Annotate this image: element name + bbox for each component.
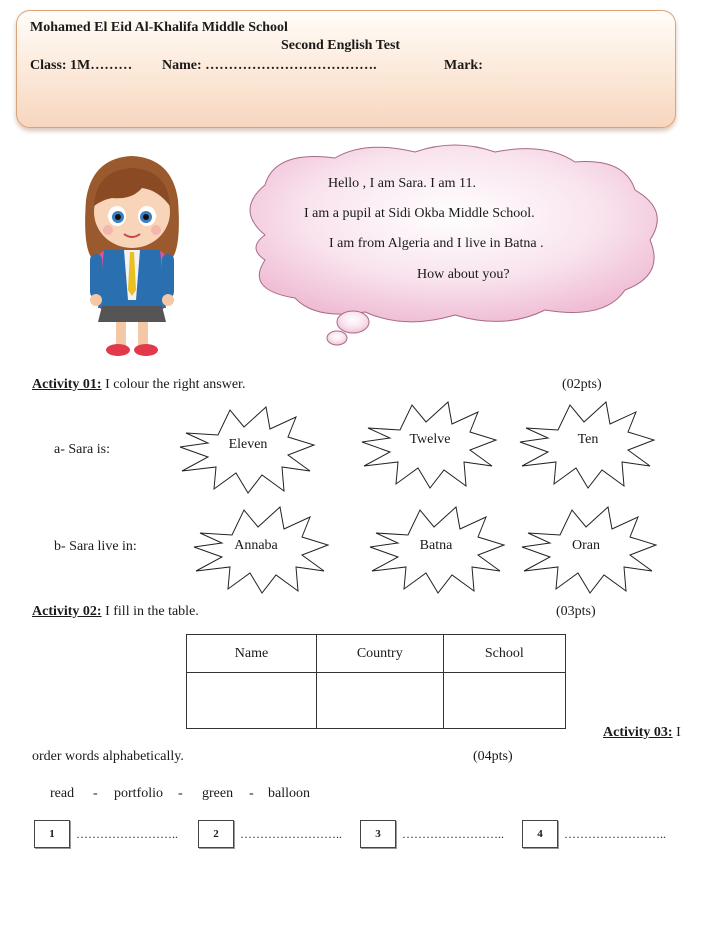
option-twelve[interactable]: Twelve — [409, 432, 451, 447]
option-eleven[interactable]: Eleven — [228, 437, 268, 452]
activity1-points: (02pts) — [562, 377, 602, 392]
activity2-title — [32, 604, 199, 620]
col-country-header: Country — [317, 635, 444, 673]
bubble-line-1: Hello , I am Sara. I am 11. — [328, 176, 476, 191]
order-box-4: 4 — [522, 820, 558, 848]
word-read: read — [50, 786, 75, 801]
mark-field: Mark: — [444, 58, 483, 73]
option-ten[interactable]: Ten — [577, 432, 599, 447]
bubble-line-4: How about you? — [417, 267, 510, 282]
test-title: Second English Test — [281, 38, 401, 53]
cell-country[interactable] — [317, 673, 444, 729]
question-b: b- Sara live in: — [54, 539, 137, 554]
activity1-title — [32, 377, 245, 393]
order-blank-1[interactable]: …………………….. — [76, 827, 178, 841]
order-box-1: 1 — [34, 820, 70, 848]
order-blank-4[interactable]: …………………….. — [564, 827, 666, 841]
option-oran[interactable]: Oran — [572, 538, 600, 553]
activity1-heading: Activity 01: — [32, 377, 102, 392]
word-sep-3: - — [249, 786, 254, 801]
activity3-heading: Activity 03: — [603, 725, 673, 740]
activity1-instruction: I colour the right answer. — [101, 377, 246, 392]
name-field[interactable]: Name: ………………………………. — [162, 58, 377, 73]
word-balloon: balloon — [268, 786, 310, 801]
word-green: green — [202, 786, 234, 801]
word-sep-1: - — [93, 786, 98, 801]
activity2-points: (03pts) — [556, 604, 596, 619]
activity3-points: (04pts) — [473, 749, 513, 764]
option-batna[interactable]: Batna — [419, 538, 453, 553]
activity3-title — [603, 725, 681, 741]
order-blank-2[interactable]: …………………….. — [240, 827, 342, 841]
cell-school[interactable] — [443, 673, 565, 729]
bubble-line-3: I am from Algeria and I live in Batna . — [329, 236, 544, 251]
activity2-heading: Activity 02: — [32, 604, 102, 619]
activity3-heading-tail: I — [672, 725, 681, 740]
word-portfolio: portfolio — [114, 786, 163, 801]
question-a: a- Sara is: — [54, 442, 110, 457]
order-blank-3[interactable]: …………………….. — [402, 827, 504, 841]
girl-illustration — [62, 150, 202, 365]
bubble-line-2: I am a pupil at Sidi Okba Middle School. — [304, 206, 535, 221]
cell-name[interactable] — [187, 673, 317, 729]
school-name: Mohamed El Eid Al-Khalifa Middle School — [30, 20, 288, 35]
word-sep-2: - — [178, 786, 183, 801]
order-box-2: 2 — [198, 820, 234, 848]
info-table — [186, 634, 566, 729]
class-field[interactable]: Class: 1M……… — [30, 58, 133, 73]
activity2-instruction: I fill in the table. — [101, 604, 199, 619]
option-annaba[interactable]: Annaba — [234, 538, 278, 553]
col-name-header: Name — [187, 635, 317, 673]
order-box-3: 3 — [360, 820, 396, 848]
col-school-header: School — [443, 635, 565, 673]
activity3-instruction: order words alphabetically. — [32, 749, 184, 764]
